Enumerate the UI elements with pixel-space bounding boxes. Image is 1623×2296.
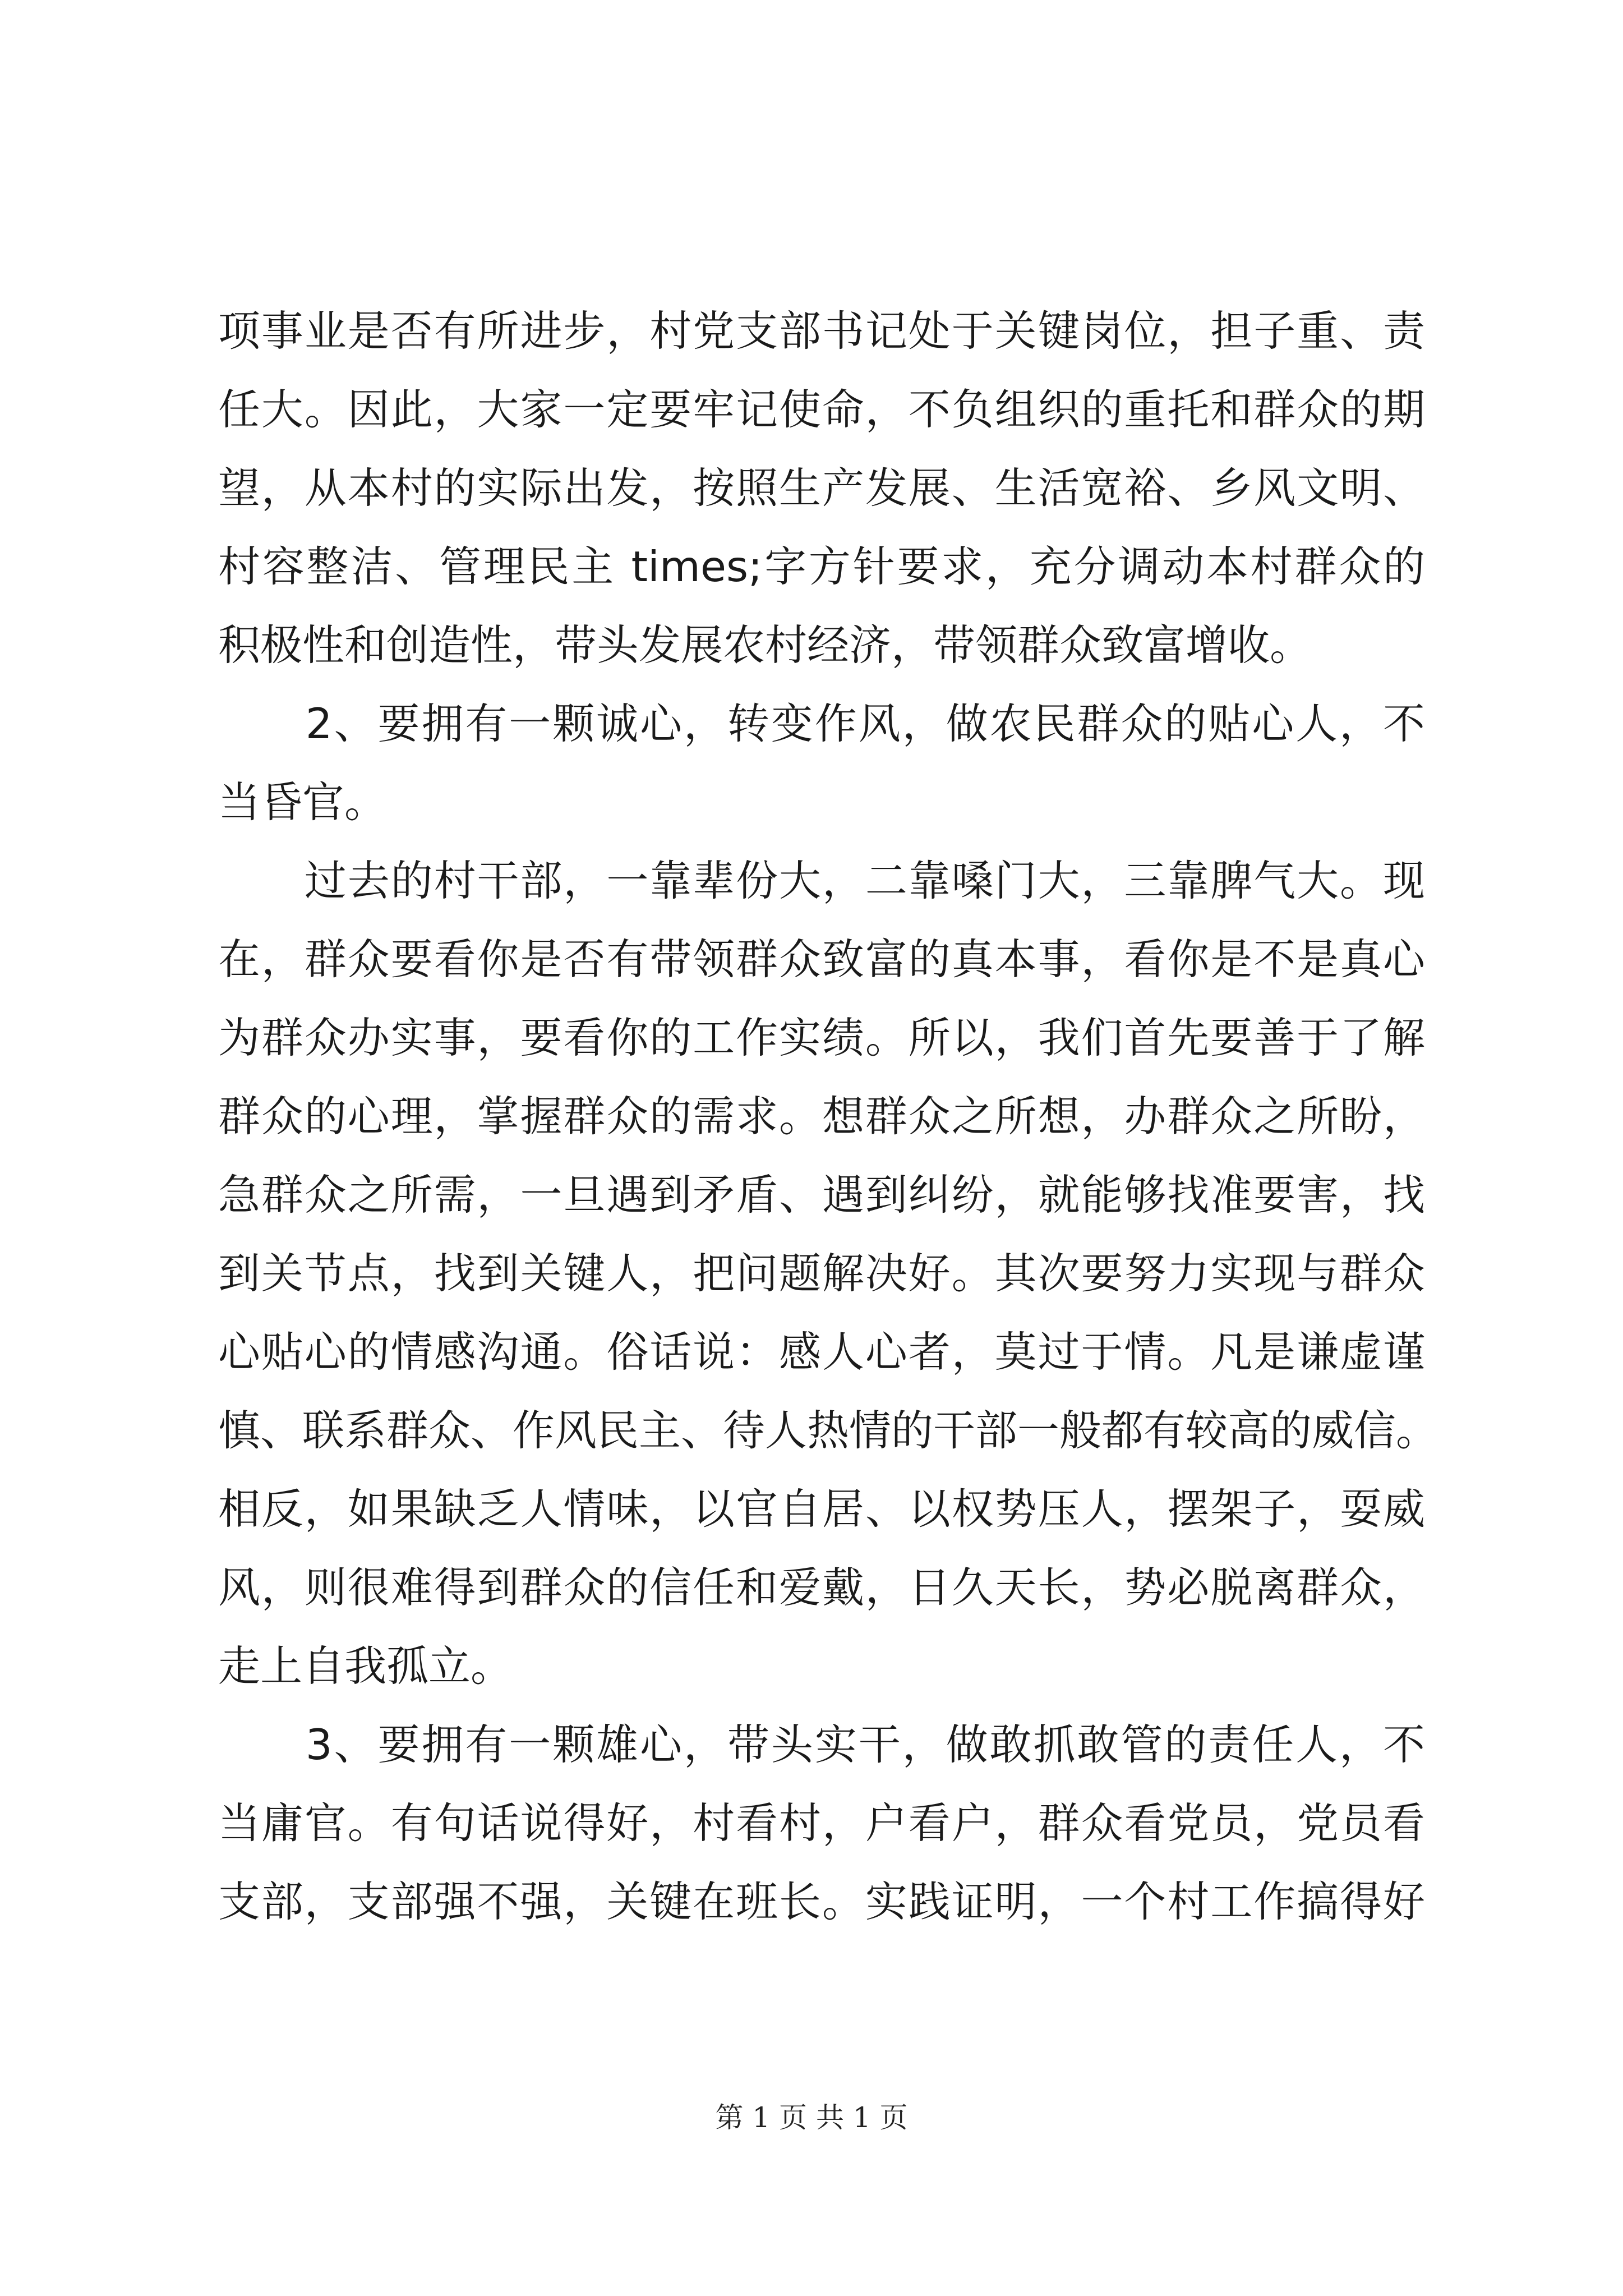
page-number-label: 第 1 页 共 1 页 [715, 2101, 908, 2134]
text-line: 村容整洁、管理民主 times;字方针要求，充分调动本村群众的 [218, 542, 1425, 591]
text-line: 相反，如果缺乏人情味，以官自居、以权势压人，摆架子，耍威 [218, 1484, 1425, 1534]
text-line: 心贴心的情感沟通。俗话说：感人心者，莫过于情。凡是谦虚谨 [218, 1327, 1425, 1377]
text-line: 为群众办实事，要看你的工作实绩。所以，我们首先要善于了解 [218, 1013, 1425, 1062]
text-line: 任大。因此，大家一定要牢记使命，不负组织的重托和群众的期 [218, 385, 1425, 434]
text-line: 2、要拥有一颗诚心，转变作风，做农民群众的贴心人，不 [218, 699, 1425, 748]
text-line: 到关节点，找到关键人，把问题解决好。其次要努力实现与群众 [218, 1249, 1425, 1298]
text-line: 望，从本村的实际出发，按照生产发展、生活宽裕、乡风文明、 [218, 463, 1425, 513]
text-line: 积极性和创造性，带头发展农村经济，带领群众致富增收。 [218, 620, 1312, 670]
text-line: 群众的心理，掌握群众的需求。想群众之所想，办群众之所盼， [218, 1092, 1425, 1141]
body-text [218, 292, 1438, 1941]
text-line: 项事业是否有所进步，村党支部书记处于关键岗位，担子重、责 [218, 306, 1425, 356]
text-line: 急群众之所需，一旦遇到矛盾、遇到纠纷，就能够找准要害，找 [218, 1170, 1425, 1220]
text-line: 3、要拥有一颗雄心，带头实干，做敢抓敢管的责任人，不 [218, 1720, 1425, 1769]
text-line: 当昏官。 [218, 777, 387, 827]
text-line: 当庸官。有句话说得好，村看村，户看户，群众看党员，党员看 [218, 1798, 1425, 1848]
text-line: 走上自我孤立。 [218, 1641, 513, 1691]
page-footer [0, 2095, 1623, 2140]
text-line: 支部，支部强不强，关键在班长。实践证明，一个村工作搞得好 [218, 1877, 1425, 1926]
text-line: 过去的村干部，一靠辈份大，二靠嗓门大，三靠脾气大。现 [218, 856, 1425, 905]
text-line: 风，则很难得到群众的信任和爱戴，日久天长，势必脱离群众， [218, 1563, 1425, 1612]
text-line: 在，群众要看你是否有带领群众致富的真本事，看你是不是真心 [218, 935, 1425, 984]
text-line: 慎、联系群众、作风民主、待人热情的干部一般都有较高的威信。 [218, 1406, 1438, 1455]
